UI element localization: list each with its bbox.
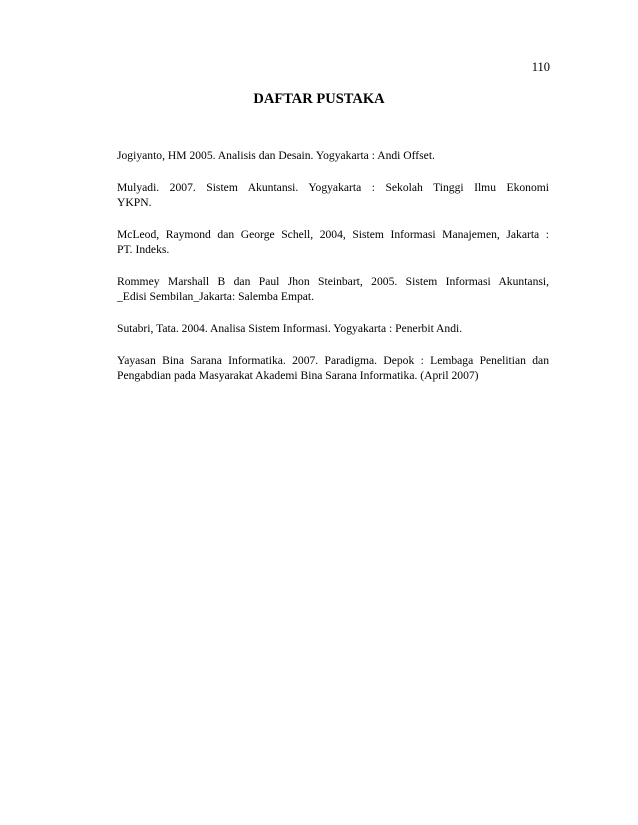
reference-line: Yayasan Bina Sarana Informatika. 2007. Paradigma. Depok : Lembaga Penelitian dan <box>117 354 549 367</box>
reference-line: Pengabdian pada Masyarakat Akademi Bina Sarana Informatika. (April 2007) <box>117 369 479 382</box>
reference-item <box>117 227 549 257</box>
page-number: 110 <box>531 60 550 74</box>
reference-item <box>117 321 549 336</box>
reference-item <box>117 148 549 163</box>
reference-item <box>117 274 549 304</box>
reference-line: McLeod, Raymond dan George Schell, 2004, Sistem Informasi Manajemen, Jakarta : <box>117 228 549 241</box>
reference-list <box>117 148 549 400</box>
reference-line: PT. Indeks. <box>117 243 170 256</box>
reference-line: _Edisi Sembilan_Jakarta: Salemba Empat. <box>117 290 315 303</box>
reference-item <box>117 180 549 210</box>
reference-line: Mulyadi. 2007. Sistem Akuntansi. Yogyakarta : Sekolah Tinggi Ilmu Ekonomi <box>117 181 549 194</box>
reference-item <box>117 353 549 383</box>
reference-line: Sutabri, Tata. 2004. Analisa Sistem Informasi. Yogyakarta : Penerbit Andi. <box>117 322 463 335</box>
page-title: DAFTAR PUSTAKA <box>253 91 385 107</box>
reference-line: Rommey Marshall B dan Paul Jhon Steinbart, 2005. Sistem Informasi Akuntansi, <box>117 275 549 288</box>
reference-line: YKPN. <box>117 196 152 209</box>
reference-line: Jogiyanto, HM 2005. Analisis dan Desain. Yogyakarta : Andi Offset. <box>117 149 435 162</box>
